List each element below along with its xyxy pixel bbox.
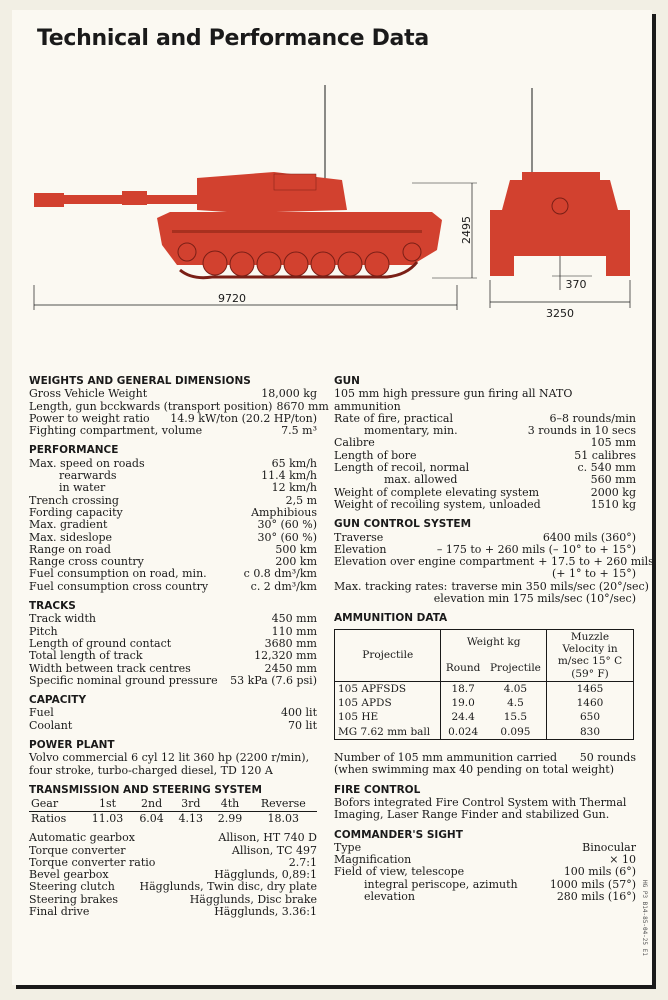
transmission-row: Final drive Hägglunds, 3.36:1 [29, 904, 317, 918]
capacity-row: Fuel 400 lit [29, 706, 317, 720]
performance-row: Range on road 500 km [29, 542, 317, 556]
gcs-heading: GUN CONTROL SYSTEM [334, 518, 472, 531]
weights-row: Gross Vehicle Weight 18,000 kg [29, 387, 317, 401]
tracks-row: Specific nominal ground pressure 53 kPa (7.6 psi) [29, 673, 317, 687]
gcs-list [334, 530, 654, 606]
performance-row: Fording capacity Amphibious [29, 505, 317, 519]
gun-row: max. allowed 560 mm [384, 473, 636, 487]
gcs-row: Elevation over engine compartment + 17.5 to + 260 mils [334, 555, 654, 569]
tank-drawings [12, 80, 652, 320]
performance-row: Fuel consumption cross country c. 2 dm³/km [29, 579, 317, 593]
performance-row: Max. gradient 30° (60 %) [29, 518, 317, 532]
gun-row: Length of recoil, normal c. 540 mm [334, 461, 636, 475]
gear-ratio-row: Ratios 11.03 6.04 4.13 2.99 18.03 [31, 812, 300, 826]
performance-row: Trench crossing 2,5 m [29, 493, 317, 507]
tracks-heading: TRACKS [29, 600, 76, 613]
tracks-list [29, 613, 317, 687]
left-column [29, 375, 329, 918]
performance-list [29, 458, 317, 593]
tracks-row: Length of ground contact 3680 mm [29, 636, 317, 650]
performance-row: Fuel consumption on road, min. c 0.8 dm³/km [29, 567, 317, 581]
right-column [334, 375, 654, 903]
weights-list [29, 387, 329, 438]
data-sheet [12, 10, 652, 985]
ammunition-table [334, 629, 634, 740]
table-row: 105 HE 24.4 15.5 650 [335, 710, 634, 724]
gun-intro: 105 mm high pressure gun firing all NATO ammunition [334, 387, 573, 413]
sight-list [334, 842, 636, 903]
ammo-carried-row: Number of 105 mm ammunition carried 50 rounds [334, 751, 636, 765]
powerplant-heading: POWER PLANT [29, 739, 115, 752]
capacity-row: Coolant 70 lit [29, 718, 317, 732]
height-dimension: 2495 [460, 216, 473, 244]
transmission-row: Steering clutch Hägglunds, Twin disc, dry plate [29, 880, 317, 894]
table-row: MG 7.62 mm ball 0.024 0.095 830 [335, 725, 634, 740]
performance-row: rearwards 11.4 km/h [59, 469, 317, 483]
gun-row: momentary, min. 3 rounds in 10 secs [364, 424, 636, 438]
ammo-carried-note: (when swimming max 40 pending on total weight) [334, 763, 614, 777]
gun-row: Rate of fire, practical 6–8 rounds/min [334, 411, 636, 425]
transmission-row: Bevel gearbox Hägglunds, 0,89:1 [29, 868, 317, 882]
sight-row: Magnification × 10 [334, 853, 636, 867]
weights-heading: WEIGHTS AND GENERAL DIMENSIONS [29, 375, 251, 387]
table-row: 105 APDS 19.0 4.5 1460 [335, 696, 634, 710]
ammo-col-projectile: Projectile [335, 629, 441, 681]
gun-row: Weight of complete elevating system 2000 kg [334, 485, 636, 499]
gcs-row: Elevation – 175 to + 260 mils (– 10° to + 15°) [334, 542, 636, 556]
performance-row: in water 12 km/h [59, 481, 317, 495]
transmission-row: Torque converter ratio 2.7:1 [29, 855, 317, 869]
gcs-row: Max. tracking rates: traverse min 350 mils/sec (20°/sec) [334, 579, 649, 593]
gun-row: Calibre 105 mm [334, 436, 636, 450]
tracks-row: Pitch 110 mm [29, 624, 317, 638]
capacity-heading: CAPACITY [29, 694, 87, 707]
performance-row: Max. speed on roads 65 km/h [29, 456, 317, 470]
performance-row: Range cross country 200 km [29, 555, 317, 569]
sight-row: integral periscope, azimuth 1000 mils (57°) [364, 877, 636, 891]
performance-row: Max. sideslope 30° (60 %) [29, 530, 317, 544]
sight-heading: COMMANDER'S SIGHT [334, 828, 463, 841]
ammo-header-row [335, 629, 634, 655]
tracks-row: Track width 450 mm [29, 612, 317, 626]
transmission-list [29, 832, 317, 918]
firecontrol-text: Bofors integrated Fire Control System with Thermal Imaging, Laser Range Finder and stabilized Gun. [334, 795, 627, 822]
gcs-row: Traverse 6400 mils (360°) [334, 530, 636, 544]
width-dimension: 3250 [546, 307, 574, 320]
clearance-dimension: 370 [565, 278, 587, 291]
gun-list [334, 413, 636, 511]
gcs-row: (+ 1° to + 15°) [551, 567, 636, 581]
transmission-row: Steering brakes Hägglunds, Disc brake [29, 892, 317, 906]
ammo-col-weight: Weight kg [441, 629, 547, 655]
tracks-row: Total length of track 12,320 mm [29, 649, 317, 663]
page-title: Technical and Performance Data [37, 26, 429, 51]
length-dimension: 9720 [218, 292, 246, 305]
firecontrol-heading: FIRE CONTROL [334, 783, 421, 796]
performance-heading: PERFORMANCE [29, 444, 119, 457]
table-row: 105 APFSDS 18.7 4.05 1465 [335, 681, 634, 696]
gcs-row: elevation min 175 mils/sec (10°/sec) [433, 592, 636, 606]
tank-front-view [490, 88, 630, 320]
print-code: HG P3 B14-85-04-25 E1 [641, 880, 648, 956]
transmission-heading: TRANSMISSION AND STEERING SYSTEM [29, 783, 262, 796]
tank-side-view [34, 85, 477, 310]
gear-ratio-table [29, 797, 317, 826]
gun-row: Length of bore 51 calibres [334, 448, 636, 462]
weights-row: Length, gun bcckwards (transport position) 8670 mm [29, 399, 329, 413]
powerplant-text: Volvo commercial 6 cyl 12 lit 360 hp (2200 r/min), four stroke, turbo-charged diesel, TD 120 A [29, 751, 310, 777]
tracks-row: Width between track centres 2450 mm [29, 661, 317, 675]
sight-row: Type Binocular [334, 840, 636, 854]
gear-header-row: Gear 1st 2nd 3rd 4th Reverse [29, 797, 317, 812]
gun-heading: GUN [334, 375, 360, 387]
transmission-row: Automatic gearbox Allison, HT 740 D [29, 831, 317, 845]
sight-row: elevation 280 mils (16°) [364, 889, 636, 903]
ammo-col-round: Round [441, 655, 485, 681]
ammo-heading: AMMUNITION DATA [334, 612, 448, 625]
capacity-list [29, 707, 317, 732]
ammo-col-proj: Projectile [485, 655, 547, 681]
weights-row: Power to weight ratio 14.9 kW/ton (20.2 HP/ton) [29, 411, 317, 425]
ammo-col-velocity: Muzzle Velocity in m/sec 15° C (59° F) [547, 629, 634, 681]
transmission-row: Torque converter Allison, TC 497 [29, 843, 317, 857]
sight-row: Field of view, telescope 100 mils (6°) [334, 865, 636, 879]
gun-row: Weight of recoiling system, unloaded 1510 kg [334, 497, 636, 511]
weights-row: Fighting compartment, volume 7.5 m³ [29, 424, 317, 438]
